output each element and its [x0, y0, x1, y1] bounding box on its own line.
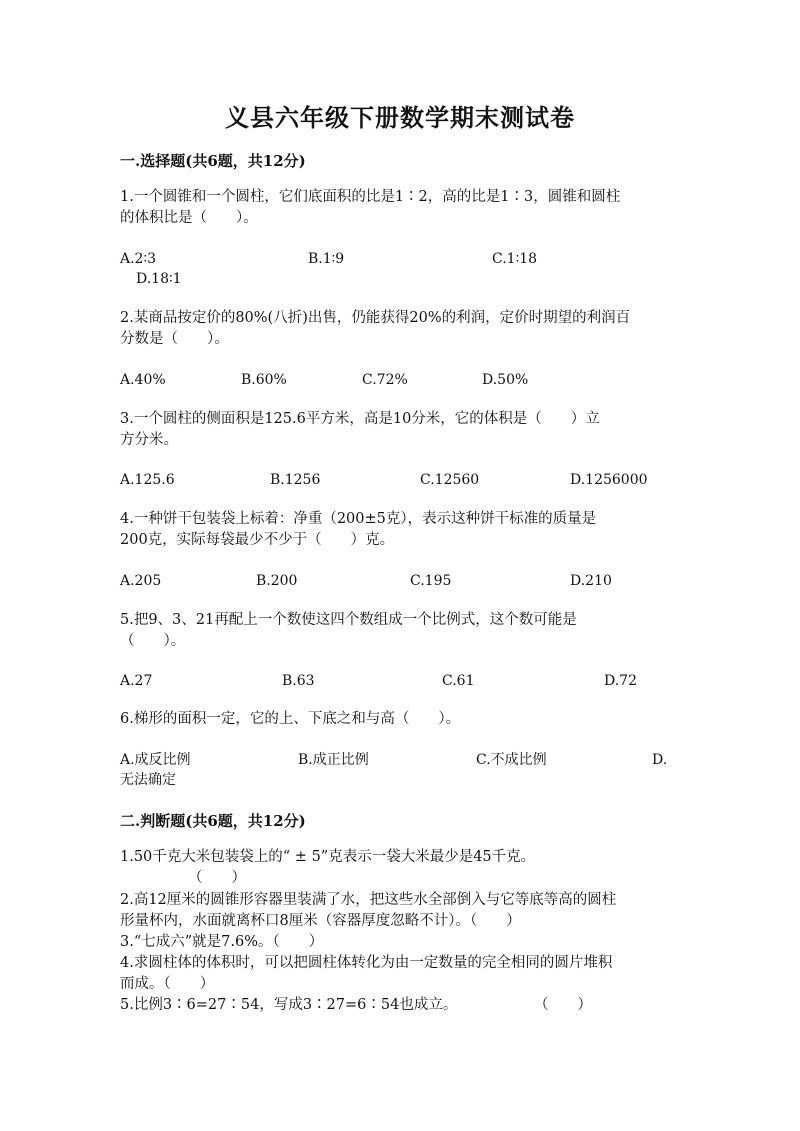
- question-text-line: 4.一种饼干包装袋上标着：净重（200±5克），表示这种饼干标准的质量是: [120, 511, 597, 527]
- tf-item-2: [120, 890, 690, 932]
- question-text-line: 的体积比是（ ）。: [120, 210, 258, 226]
- tf-item-3: [120, 932, 690, 953]
- option-d[interactable]: D.72: [604, 673, 637, 689]
- question-text-line: 1.一个圆锥和一个圆柱，它们底面积的比是1∶2，高的比是1∶3，圆锥和圆柱: [120, 189, 621, 205]
- question-text-line: 分数是（ ）。: [120, 331, 229, 347]
- options-q1: [120, 249, 690, 289]
- option-c[interactable]: C.195: [410, 573, 452, 589]
- section-heading-choice: 一.选择题(共6题，共12分): [120, 152, 306, 170]
- option-a[interactable]: A.205: [120, 573, 162, 589]
- option-d[interactable]: D.1256000: [570, 472, 648, 488]
- statement-line: 4.求圆柱体的体积时，可以把圆柱体转化为由一定数量的完全相同的圆片堆积: [120, 955, 613, 971]
- option-d[interactable]: D.18∶1: [136, 271, 182, 287]
- question-4: [120, 509, 685, 551]
- question-1: [120, 187, 685, 229]
- option-a[interactable]: A.40%: [120, 372, 166, 388]
- question-text-line: 6.梯形的面积一定，它的上、下底之和与高（ ）。: [120, 711, 461, 727]
- question-text-line: 5.把9、3、21再配上一个数使这四个数组成一个比例式，这个数可能是: [120, 612, 577, 628]
- option-c[interactable]: C.72%: [362, 372, 408, 388]
- statement-line: 1.50千克大米包装袋上的“ ± 5”克表示一袋大米最少是45千克。: [120, 849, 536, 865]
- tf-item-4: [120, 953, 690, 995]
- option-b[interactable]: B.63: [282, 673, 315, 689]
- statement-line: 2.高12厘米的圆锥形容器里装满了水，把这些水全部倒入与它等底等高的圆柱: [120, 892, 617, 908]
- option-a[interactable]: A.125.6: [120, 472, 175, 488]
- option-b[interactable]: B.成正比例: [298, 752, 369, 768]
- option-d-continuation: 无法确定: [120, 772, 176, 788]
- options-q2: [120, 370, 690, 390]
- option-a[interactable]: A.成反比例: [120, 752, 191, 768]
- option-b[interactable]: B.1∶9: [308, 251, 345, 267]
- question-2: [120, 308, 685, 350]
- page-title: 义县六年级下册数学期末测试卷: [225, 103, 575, 132]
- option-c[interactable]: C.1∶18: [492, 251, 538, 267]
- option-d[interactable]: D.50%: [482, 372, 529, 388]
- question-text-line: 3.一个圆柱的侧面积是125.6平方米，高是10分米，它的体积是（ ）立: [120, 411, 600, 427]
- option-b[interactable]: B.60%: [241, 372, 287, 388]
- options-q3: [120, 470, 690, 490]
- options-q5: [120, 671, 690, 691]
- tf-item-1: [120, 847, 690, 889]
- tf-item-5: [120, 995, 690, 1016]
- question-text-line: 2.某商品按定价的80%(八折)出售，仍能获得20%的利润，定价时期望的利润百: [120, 310, 631, 326]
- options-q6: [120, 750, 690, 790]
- option-b[interactable]: B.1256: [270, 472, 321, 488]
- option-c[interactable]: C.不成比例: [476, 752, 547, 768]
- section-heading-true-false: 二.判断题(共6题，共12分): [120, 812, 306, 830]
- answer-blank[interactable]: （ ）: [188, 870, 246, 886]
- statement-line: 而成。（ ）: [120, 976, 215, 992]
- option-c[interactable]: C.12560: [420, 472, 480, 488]
- option-d[interactable]: D.210: [570, 573, 612, 589]
- option-b[interactable]: B.200: [256, 573, 298, 589]
- question-5: [120, 610, 685, 652]
- question-text-line: （ ）。: [120, 633, 186, 649]
- option-c[interactable]: C.61: [442, 673, 475, 689]
- statement-line: 5.比例3∶6=27∶54，写成3∶27=6∶54也成立。: [120, 997, 458, 1013]
- statement-line: 3.“七成六”就是7.6%。（ ）: [120, 934, 324, 950]
- option-a[interactable]: A.2∶3: [120, 251, 157, 267]
- option-a[interactable]: A.27: [120, 673, 153, 689]
- options-q4: [120, 571, 690, 591]
- answer-blank[interactable]: （ ）: [534, 997, 592, 1013]
- question-text-line: 方分米。: [120, 432, 178, 448]
- statement-line: 形量杯内，水面就离杯口8厘米（容器厚度忽略不计）。（ ）: [120, 913, 521, 929]
- question-text-line: 200克，实际每袋最少不少于（ ）克。: [120, 532, 395, 548]
- option-d[interactable]: D.: [652, 752, 668, 768]
- question-6: [120, 709, 685, 730]
- question-3: [120, 409, 685, 451]
